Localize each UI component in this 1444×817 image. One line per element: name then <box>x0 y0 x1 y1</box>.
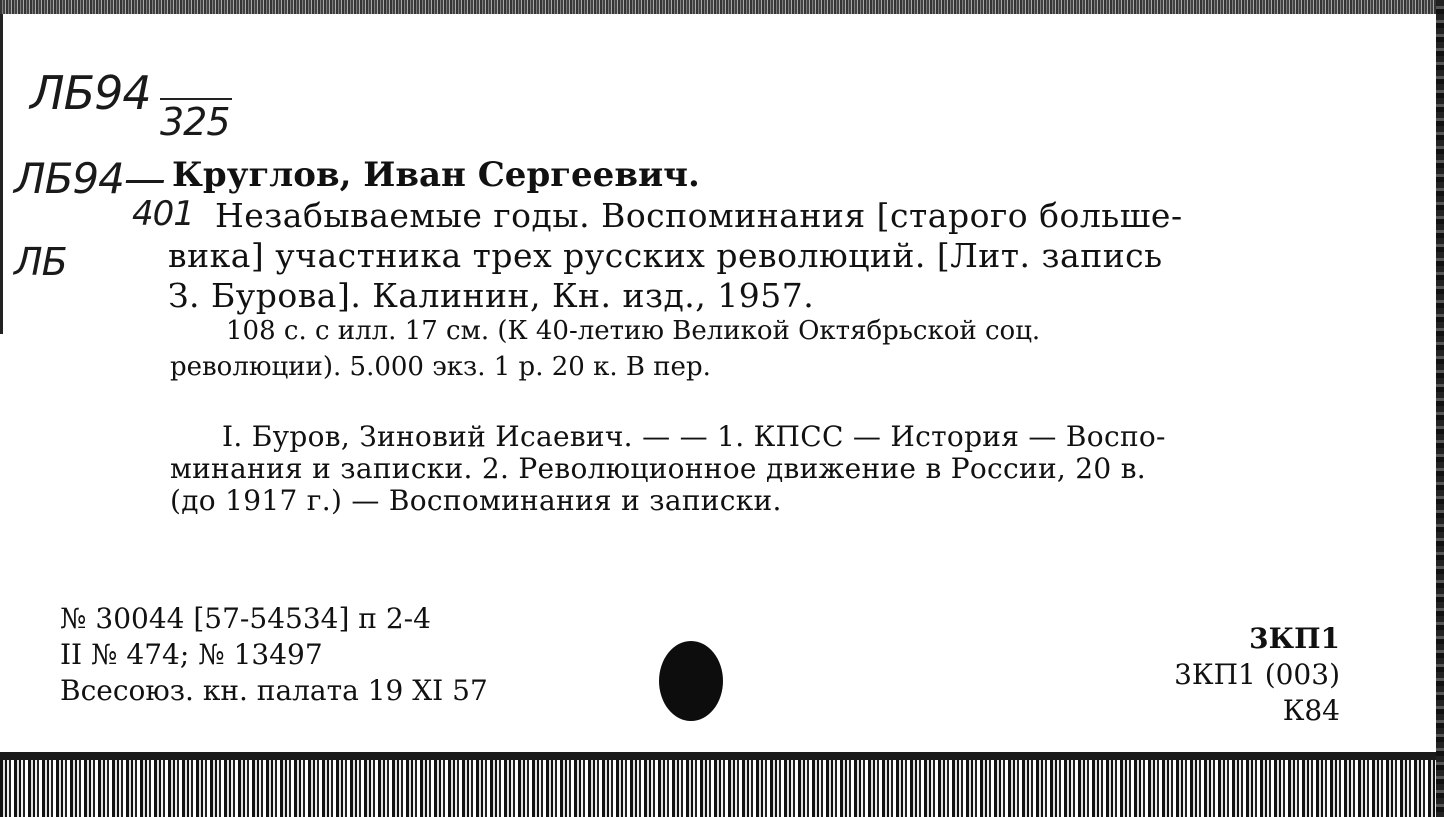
description-line-2: революции). 5.000 экз. 1 р. 20 к. В пер. <box>170 352 711 382</box>
footer-card-number: № 30044 [57-54534] п 2-4 <box>60 602 431 635</box>
title-line-2: вика] участника трех русских революций. [Лит. запись <box>168 236 1163 275</box>
footer-registry: II № 474; № 13497 <box>60 638 323 671</box>
handwritten-shelf-mark-top: ЛБ94 <box>30 66 151 120</box>
scan-bottom-edge <box>0 760 1436 817</box>
classification-code-1: 3КП1 <box>1249 622 1340 655</box>
scan-right-edge <box>1436 0 1444 817</box>
footer-chamber: Всесоюз. кн. палата 19 XI 57 <box>60 674 488 707</box>
title-line-3: З. Бурова]. Калинин, Кн. изд., 1957. <box>168 276 815 315</box>
classification-code-2: 3КП1 (003) <box>1174 658 1340 691</box>
author-heading: Круглов, Иван Сергеевич. <box>172 155 700 195</box>
handwritten-shelf-mark-left: ЛБ94— <box>14 154 165 203</box>
punch-hole <box>659 641 723 721</box>
description-line-1: 108 с. с илл. 17 см. (К 40-летию Великой Октябрьской соц. <box>226 316 1041 346</box>
title-line-1: Незабываемые годы. Воспоминания [старого больше- <box>215 196 1183 235</box>
scan-left-edge <box>0 14 3 334</box>
handwritten-shelf-number: 401 <box>132 194 194 234</box>
classification-code-3: К84 <box>1282 694 1340 727</box>
notes-line-3: (до 1917 г.) — Воспоминания и записки. <box>170 484 782 517</box>
notes-line-2: минания и записки. 2. Революционное движение в России, 20 в. <box>170 452 1147 485</box>
notes-line-1: I. Буров, Зиновий Исаевич. — — 1. КПСС — История — Воспо- <box>222 420 1166 453</box>
handwritten-shelf-mark-bottom: ЛБ <box>14 240 67 284</box>
handwritten-shelf-number-top: 325 <box>160 100 230 144</box>
scan-top-edge <box>0 0 1444 14</box>
